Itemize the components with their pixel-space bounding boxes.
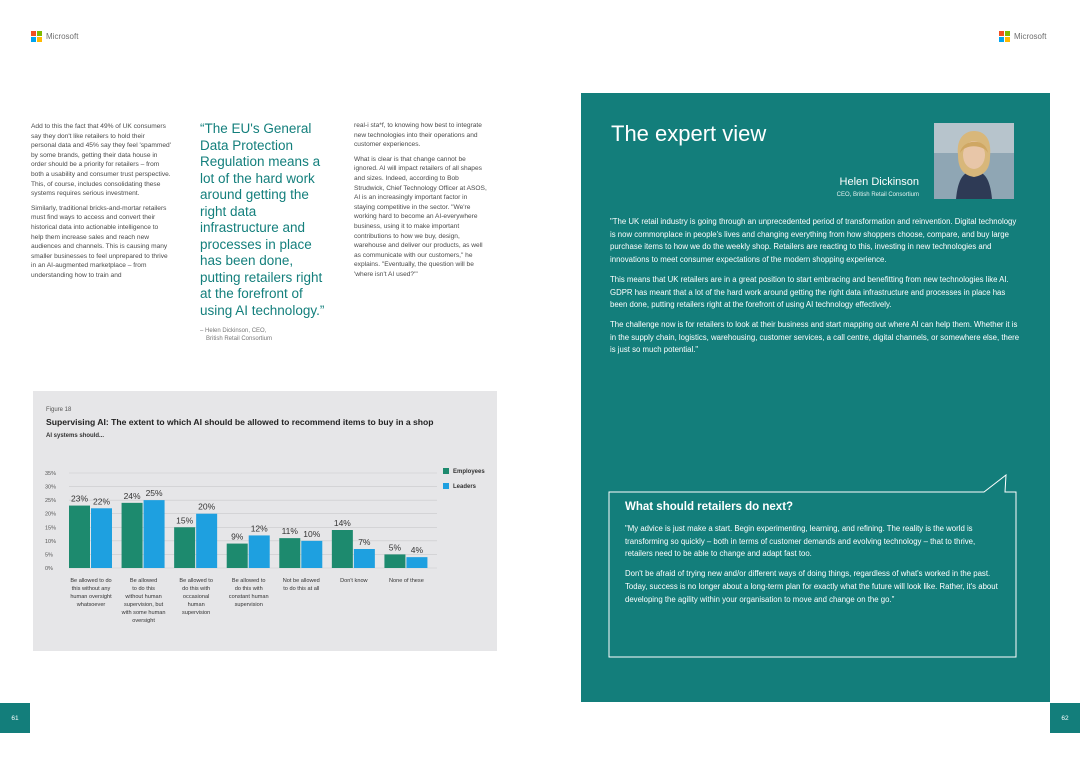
x-category-label: constant human <box>228 594 269 600</box>
y-tick-label: 15% <box>45 525 57 532</box>
x-category-label: occasional <box>182 594 210 600</box>
data-label: 10% <box>303 528 321 539</box>
expert-panel <box>581 93 1050 702</box>
x-category-label: whatsoever <box>76 602 106 608</box>
microsoft-logo-icon <box>31 31 42 42</box>
y-tick-label: 35% <box>45 471 57 477</box>
x-category-label: to do this at all <box>283 586 320 592</box>
bar-leaders <box>144 500 165 568</box>
bar-leaders <box>354 549 375 568</box>
x-category-label: Be allowed to <box>231 578 266 584</box>
x-category-label: None of these <box>389 578 424 584</box>
y-tick-label: 5% <box>45 552 53 559</box>
x-category-label: supervision <box>181 610 211 616</box>
bar-chart <box>33 391 497 651</box>
pull-quote-text: “The EU's General Data Protection Regulation means a lot of the hard work around getting the right data infrastructure and processes in place has been done, putting retailers right at the forefront of using AI technology.” <box>200 121 325 318</box>
microsoft-logo-left <box>31 31 78 42</box>
next-steps-title: What should retailers do next? <box>625 501 794 513</box>
bar-leaders <box>301 541 322 568</box>
x-category-label: human <box>187 602 205 608</box>
left-paragraph-2: Similarly, traditional bricks-and-mortar retailers must find ways to access and convert their historical data into actionable intelligence to help them increase sales and reach new audiences and channels. This is causing many smaller businesses to feel unprepared to thrive in an AI-augmented marketplace – from understanding how to train and <box>31 204 168 279</box>
bar-employees <box>69 506 90 568</box>
bar-employees <box>279 538 300 568</box>
brand-name: Microsoft <box>46 32 79 41</box>
bar-leaders <box>249 535 270 568</box>
middle-text-column <box>354 121 488 285</box>
x-category-label: to do this <box>132 586 155 592</box>
next-paragraph-2: Don't be afraid of trying new and/or different ways of doing things, regardless of what's worked in the past. Today, success is no longer about a long-term plan for exactly what the future will look like. Rather, it's about developing the agility within your organisation to move and change on the go." <box>625 569 998 604</box>
expert-photo <box>934 123 1014 199</box>
next-steps-body <box>625 523 1005 606</box>
data-label: 4% <box>410 545 424 556</box>
data-label: 7% <box>358 537 371 547</box>
legend-swatch <box>443 468 449 474</box>
x-category-label: this without any <box>71 586 111 592</box>
figure-subtitle: AI systems should... <box>46 433 105 439</box>
bar-employees <box>174 527 195 568</box>
legend-label: Employees <box>453 469 485 475</box>
next-steps-box <box>625 501 1005 613</box>
page-number-right: 62 <box>1050 703 1080 733</box>
bar-employees <box>332 530 353 568</box>
brand-name: Microsoft <box>1014 32 1047 41</box>
y-tick-label: 30% <box>45 484 57 491</box>
data-label: 20% <box>198 501 216 512</box>
bar-employees <box>227 544 248 568</box>
y-tick-label: 25% <box>45 498 57 505</box>
expert-role: CEO, British Retail Consortium <box>836 192 919 198</box>
figure-title: Supervising AI: The extent to which AI should be allowed to recommend items to buy in a shop <box>46 417 434 427</box>
y-tick-label: 10% <box>45 538 57 545</box>
x-category-label: supervision, but <box>123 602 164 608</box>
data-label: 5% <box>388 542 402 553</box>
x-category-label: oversight <box>132 618 155 624</box>
bar-leaders <box>406 557 427 568</box>
left-paragraph-1: Add to this the fact that 49% of UK consumers say they don't like retailers to hold their personal data and 45% say they feel 'spammed' by some brands, getting their data house in order should be a priority for retailers – from both a usability and consumer trust perspective. This, of course, includes consolidating these systems requires serious investment. <box>31 123 171 198</box>
data-label: 11% <box>281 526 298 537</box>
bar-leaders <box>196 514 217 568</box>
expert-byline <box>837 176 919 198</box>
x-category-label: Not be allowed <box>282 578 320 584</box>
x-category-label: with some human <box>121 610 166 616</box>
x-category-label: Be allowed to do <box>70 578 112 584</box>
figure-panel <box>33 391 497 651</box>
x-category-label: Be allowed to <box>179 578 213 584</box>
data-label: 23% <box>70 493 89 504</box>
data-label: 12% <box>250 523 268 534</box>
figure-label: Figure 18 <box>46 407 72 413</box>
data-label: 25% <box>145 488 163 499</box>
data-label: 15% <box>176 515 194 526</box>
pull-quote-attribution <box>200 327 336 343</box>
microsoft-logo-right <box>999 31 1046 42</box>
next-paragraph-1: "My advice is just make a start. Begin experimenting, learning, and refining. The reality is the world is transforming so quickly – both in terms of customer demands and evolving technology – that to thrive, retailers need to be able to change and adapt fast too. <box>625 524 976 559</box>
expert-name: Helen Dickinson <box>839 176 919 188</box>
expert-paragraph-2: This means that UK retailers are in a great position to start embracing and benefitting from new technologies like AI. GDPR has meant that a lot of the hard work around getting the right data infrastructure and processes in place has been done, putting retailers right at the forefront of using AI technology effectively. <box>610 274 1009 310</box>
legend-label: Leaders <box>453 484 477 490</box>
bar-leaders <box>91 508 112 568</box>
mid-paragraph-2: What is clear is that change cannot be ignored. AI will impact retailers of all shapes and sizes. Indeed, according to Bob Strudwick, Chief Technology Officer at ASOS, AI is an increasingly important factor in staying competitive in the sector. "We're working hard to become an AI-everywhere business, using it to make important contributions to how we buy, design, warehouse and deliver our products, as well as communicate with our customers," he explains. "Eventually, the question will be 'where isn't AI used?'" <box>354 155 487 278</box>
expert-title: The expert view <box>611 121 767 146</box>
expert-paragraph-1: "The UK retail industry is going through an unprecedented period of transformation and reinvention. Digital technology is now commonplace in people's lives and changing everything from how shoppers choose, compare, and buy large purchase items to how we do the weekly shop. Retailers are reacting to this, investing in new technologies and innovations to meet consumer expectations of the modern shopping experience. <box>610 217 1017 265</box>
data-label: 9% <box>231 531 244 542</box>
y-tick-label: 20% <box>45 511 57 518</box>
mid-paragraph-1: real-i sta*f, to knowing how best to integrate new technologies into their operations and customer experiences. <box>354 122 482 149</box>
x-category-label: Be allowed <box>129 578 158 584</box>
x-category-label: Don't know <box>340 578 368 584</box>
left-text-column <box>31 122 171 286</box>
bar-employees <box>384 554 405 568</box>
attribution-line-1: – Helen Dickinson, CEO, <box>200 328 267 334</box>
x-category-label: do this with <box>182 586 211 592</box>
microsoft-logo-icon <box>999 31 1010 42</box>
data-label: 14% <box>333 518 351 528</box>
x-category-label: without human <box>125 594 162 600</box>
bar-employees <box>122 503 143 568</box>
attribution-line-2: British Retail Consortium <box>206 336 273 342</box>
data-label: 22% <box>92 496 111 507</box>
expert-quote <box>610 216 1022 364</box>
x-category-label: supervision <box>234 602 263 608</box>
page-number-left: 61 <box>0 703 30 733</box>
portrait-image <box>934 123 1014 199</box>
y-tick-label: 0% <box>45 566 53 572</box>
x-category-label: human oversight <box>70 594 112 600</box>
x-category-label: do this with <box>234 586 263 592</box>
pull-quote <box>200 121 336 343</box>
data-label: 24% <box>123 490 141 501</box>
legend-swatch <box>443 483 449 489</box>
expert-paragraph-3: The challenge now is for retailers to look at their business and start mapping out where AI can help them. Whether it is in the supply chain, logistics, warehousing, customer services, a call centre, digital channels, or somewhere else, there is just so much potential." <box>610 319 1020 355</box>
